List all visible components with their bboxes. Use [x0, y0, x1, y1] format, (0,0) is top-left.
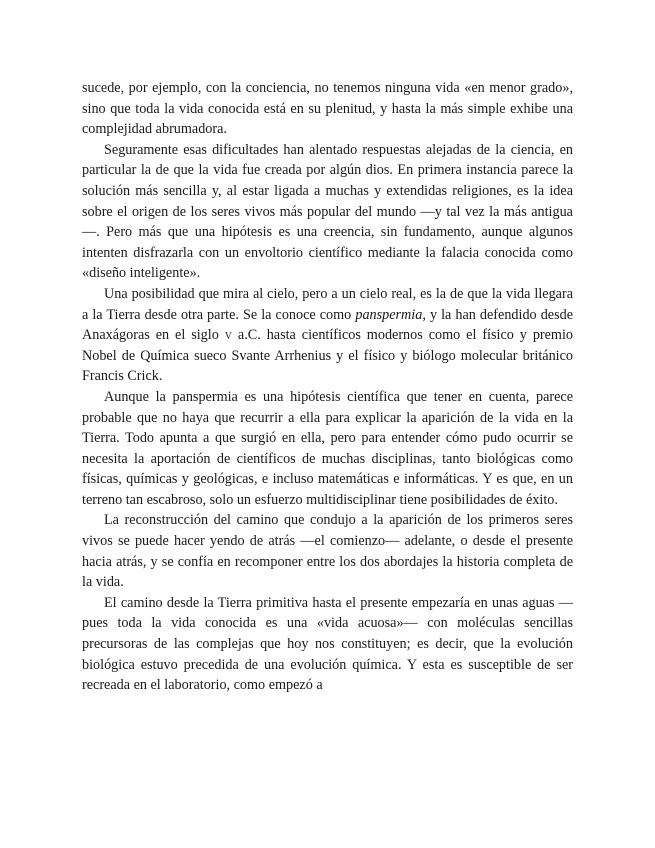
- paragraph-hipotesis: Aunque la panspermia es una hipótesis científica que tener en cuenta, parece probable que no haya que recurrir a ella para explicar la aparición de la vida en la Tierra. Todo apunta a que surgió en ella, pero para entender cómo pudo ocurrir se necesita la aportación de científicos de muchas disciplinas, tanto biológicas como físicas, químicas y geológicas, e incluso matemáticas e informáticas. Y es que, en un terreno tan escabroso, solo un esfuerzo multidisciplinar tiene posibilidades de éxito.: [82, 388, 573, 508]
- panspermia-text-before: Una posibilidad que mira al cielo, pero a un cielo real, es la de que la vida llegara a la Tierra desde otra parte. Se la conoce como: [82, 285, 573, 323]
- paragraph-dificultades: Seguramente esas dificultades han alentado respuestas alejadas de la ciencia, en particular la de que la vida fue creada por algún dios. En primera instancia parece la solución más sencilla y, al estar ligada a muchas y extendidas religiones, es la idea sobre el origen de los seres vivos más popular del mundo —y tal vez la más antigua—. Pero más que una hipótesis es una creencia, sin fundamento, aunque algunos intenten disfrazarla con un envoltorio científico mediante la falacia conocida como «diseño inteligente».: [82, 141, 573, 282]
- panspermia-term: panspermia: [355, 306, 423, 323]
- panspermia-text-middle: , y la han defendido desde Anaxágoras en el siglo: [82, 306, 574, 344]
- century-numeral: v: [224, 327, 232, 344]
- book-page: [82, 78, 573, 696]
- paragraph-conciencia: sucede, por ejemplo, con la conciencia, no tenemos ninguna vida «en menor grado», sino que toda la vida conocida está en su plenitud, y hasta la más simple exhibe una complejidad abrumadora.: [82, 80, 573, 138]
- paragraph-reconstruccion: La reconstrucción del camino que condujo a la aparición de los primeros seres vivos se puede hacer yendo de atrás —el comienzo— adelante, o desde el presente hacia atrás, y se confía en recomponer entre los dos abordajes la historia completa de la vida.: [82, 512, 573, 591]
- paragraph-camino: El camino desde la Tierra primitiva hasta el presente empezaría en unas aguas —pues toda la vida conocida es una «vida acuosa»— con moléculas sencillas precursoras de las complejas que hoy nos constituyen; es decir, que la evolución biológica estuvo precedida de una evolución química. Y esta es susceptible de ser recreada en el laboratorio, como empezó a: [82, 594, 573, 694]
- panspermia-text-after: a.C. hasta científicos modernos como el físico y premio Nobel de Química sueco Svante Arrhenius y el físico y biólogo molecular británico Francis Crick.: [82, 327, 574, 385]
- paragraph-panspermia: [82, 284, 573, 387]
